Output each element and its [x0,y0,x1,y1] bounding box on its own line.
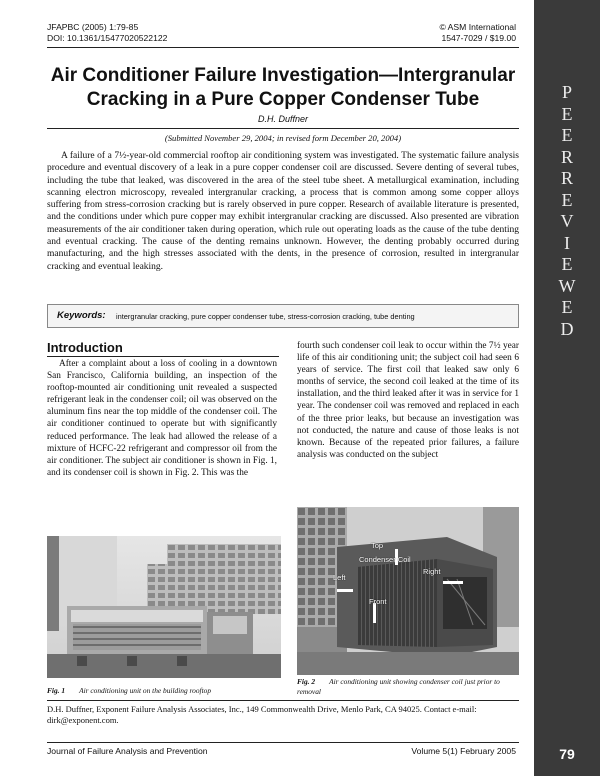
footer-volume: Volume 5(1) February 2005 [411,746,516,756]
article-title [47,64,519,112]
footer-rule [47,742,519,743]
journal-citation: JFAPBC (2005) 1:79-85 [47,22,139,32]
footer-journal: Journal of Failure Analysis and Prevention [47,746,208,756]
publisher: © ASM International [439,22,516,32]
label-left: Left [333,573,346,582]
header-rule [47,47,519,48]
band-letter: E [561,254,573,274]
figure-number: Fig. 1 [47,686,66,695]
band-letter: P [561,82,572,102]
figure-2-caption [297,677,519,696]
doi[interactable]: DOI: 10.1361/15477020522122 [47,33,168,43]
keywords-text: intergranular cracking, pure copper condenser tube, stress-corrosion cracking, tube denting [116,312,415,321]
label-condenser-coil: Condenser Coil [359,555,411,564]
journal-header-right [439,22,516,44]
intro-column-2: fourth such condenser coil leak to occur within the 7½ year life of this air conditioning unit; the subject coil had seen 6 years of service. The first coil that leaked saw only 6 months of service, the second coil leaked at the time of its installation, and the third leaked after it was in service for 1 year. The condenser coil was removed and replaced in each of the three prior leaks, but because an investigation was not conducted, the nature and cause of those leaks is not known. Because of the repeated prior failures, a failure analysis was conducted on the subject [297,341,519,460]
figure-1-caption [47,686,211,696]
band-letter: E [561,297,573,317]
author-affiliation: D.H. Duffner, Exponent Failure Analysis Associates, Inc., 149 Commonwealth Drive, Menlo Park, CA 94025. Contact e-mail: dirk@exponent.com. [47,704,477,725]
rooftop-unit-illustration [47,536,281,678]
footnote-rule [47,700,519,701]
band-letter: D [560,318,574,339]
caption-text: Air conditioning unit showing condenser coil just prior to removal [297,677,500,696]
band-letter: R [560,168,573,188]
figure-2-photo [297,507,519,675]
peer-reviewed-band [534,0,600,776]
title-rule [47,128,519,129]
title-line: Cracking in a Pure Copper Condenser Tube [86,89,480,110]
condenser-coil-illustration [297,507,519,675]
title-line: Air Conditioner Failure Investigation—Intergranular [50,65,516,86]
band-letter: V [560,211,574,231]
figure-1-photo [47,536,281,678]
keywords-label: Keywords: [57,310,106,321]
intro-column-1: After a complaint about a loss of cooling in a downtown San Francisco, California building, an inspection of the rooftop-mounted air conditioning unit revealed a suspected refrigerant leak in the condenser coil; oil was observed on the aluminum fins near the top middle of the condenser coil. The air conditioner continued to operate but with significantly reduced performance. The leak had allowed the release of a mixture of HCFC-22 refrigerant and compressor oil from the air conditioner. The subject air conditioner is shown in Fig. 1, and its condenser coil is shown in Fig. 2. This was the [47,359,277,478]
band-letter: E [561,125,573,145]
section-heading: Introduction [47,340,123,355]
band-letter: W [558,275,576,296]
issn-price: 1547-7029 / $19.00 [441,33,516,43]
submission-dates: (Submitted November 29, 2004; in revised form December 20, 2004) [164,133,402,143]
label-right: Right [423,567,441,576]
page-number: 79 [559,746,575,762]
peer-reviewed-letters [534,82,600,340]
band-letter: I [564,232,570,253]
label-front: Front [369,597,387,606]
section-rule [47,356,279,357]
label-top: Top [371,541,384,550]
caption-text: Air conditioning unit on the building rooftop [79,686,212,695]
band-letter: E [561,189,573,210]
keywords-box [47,304,519,328]
author: D.H. Duffner [257,114,308,124]
journal-header-left [47,22,167,44]
figure-number: Fig. 2 [297,677,316,686]
band-letter: R [560,146,573,167]
band-letter: E [561,103,573,124]
abstract: A failure of a 7½-year-old commercial rooftop air conditioning system was investigated. The systematic failure analysis procedure and eventual discovery of a leak in a pure copper condenser coil are discussed. Severe denting of several tubes, including the tube that leaked, was discovered in the area of the steel tube sheet. A metallurgical examination, including scanning electron microscopy, revealed intergranular cracking, a process that is common among some copper alloys suffering from stress-corrosion cracking but is rarely observed in pure copper. Research of available literature is presented, and the conditions under which pure copper may exhibit intergranular cracking are discussed. Also presented are vibration measurements of the air conditioner taken during operation, which rule out operating loads as the cause of the tube denting and eventual cracking. The cause of the denting remains unknown. However, the denting probably occurred during manufacturing, and the high stresses associated with the dents, in the presence of corrosion, resulted in intergranular cracking and eventual leaking. [47,151,519,272]
